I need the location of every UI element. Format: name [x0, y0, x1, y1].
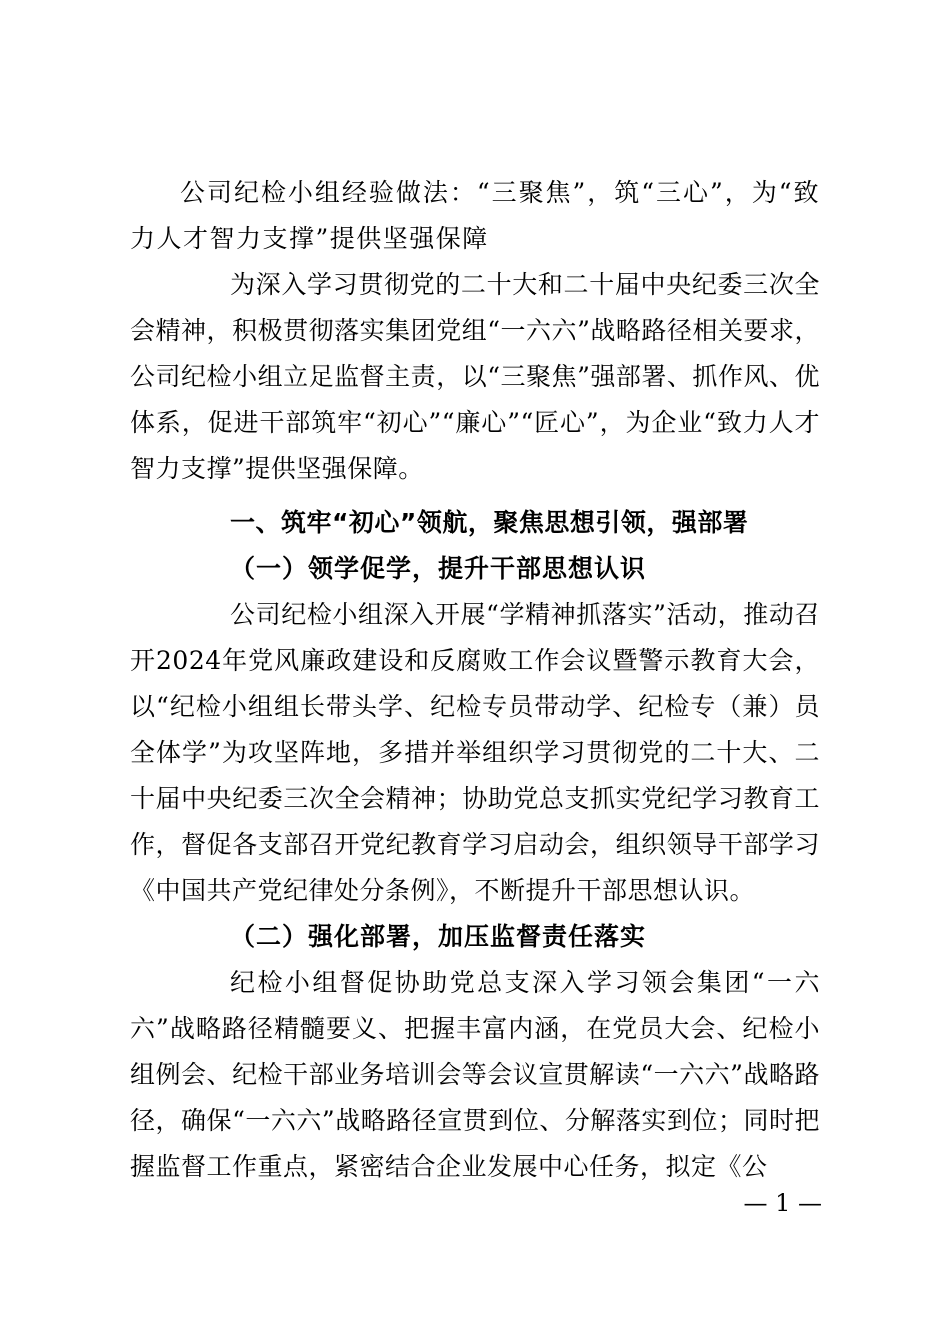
- subsection-heading-2: （二）强化部署，加压监督责任落实: [230, 922, 647, 951]
- intro-paragraph: 为深入学习贯彻党的二十大和二十届中央纪委三次全会精神，积极贯彻落实集团党组“一六六”战略路径相关要求，公司纪检小组立足监督主责，以“三聚焦”强部署、抓作风、优体系，促进干部筑牢“初心”“廉心”“匠心”，为企业“致力人才智力支撑”提供坚强保障。: [130, 270, 820, 483]
- document-title: 公司纪检小组经验做法：“三聚焦”，筑“三心”，为“致力人才智力支撑”提供坚强保障: [130, 178, 820, 253]
- section-heading-1: 一、筑牢“初心”领航，聚焦思想引领，强部署: [230, 508, 749, 537]
- subsection-2-paragraph: 纪检小组督促协助党总支深入学习领会集团“一六六”战略路径精髓要义、把握丰富内涵，在党员大会、纪检小组例会、纪检干部业务培训会等会议宣贯解读“一六六”战略路径，确保“一六六”战略路径宣贯到位、分解落实到位；同时把握监督工作重点，紧密结合企业发展中心任务，拟定《公: [130, 968, 820, 1181]
- page-number: — 1 —: [743, 1189, 822, 1217]
- subsection-1-paragraph: 公司纪检小组深入开展“学精神抓落实”活动，推动召开2024年党风廉政建设和反腐败工作会议暨警示教育大会，以“纪检小组组长带头学、纪检专员带动学、纪检专（兼）员全体学”为攻坚阵地，多措并举组织学习贯彻党的二十大、二十届中央纪委三次全会精神；协助党总支抓实党纪学习教育工作，督促各支部召开党纪教育学习启动会，组织领导干部学习《中国共产党纪律处分条例》，不断提升干部思想认识。: [130, 600, 820, 905]
- subsection-heading-1: （一）领学促学，提升干部思想认识: [230, 554, 647, 583]
